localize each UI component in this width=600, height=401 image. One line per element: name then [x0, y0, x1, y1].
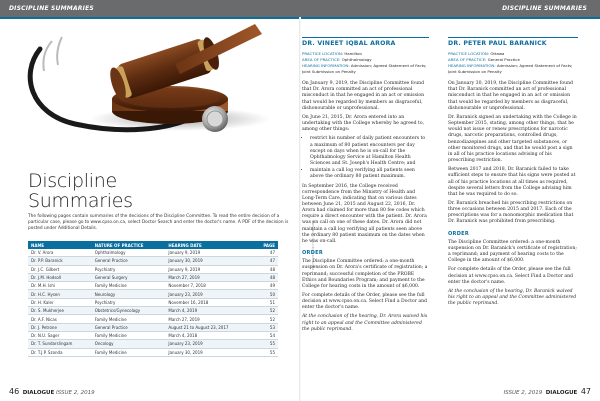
column-header: NATURE OF PRACTICE	[92, 241, 166, 249]
arora-paragraph-2: On June 21, 2015, Dr. Arora entered into an undertaking with the College whereby he agreed to, among other things:	[302, 114, 425, 133]
table-cell: General Practice	[92, 323, 166, 331]
arora-full-decision: For complete details of the Order, please see the full decision at www.cpso.on.ca. Select Find a Doctor and enter the doctor's name.	[302, 293, 427, 311]
table-cell: 54	[254, 331, 278, 339]
table-cell: March 27, 2019	[165, 273, 254, 281]
area-value: Ophthalmology	[341, 57, 372, 63]
table-row	[28, 290, 278, 298]
baranick-name: DR. PETER PAUL BARANICK	[448, 40, 547, 47]
title-line-1: Discipline	[28, 170, 117, 192]
table-cell: 55	[254, 348, 278, 356]
arora-conclusion: At the conclusion of the hearing, Dr. Arora waived his right to an appeal and the Committee administered the public reprimand.	[302, 314, 428, 332]
table-cell: March 4, 2018	[165, 331, 254, 339]
table-row	[28, 331, 278, 339]
table-cell: Obstetrics/Gynecology	[92, 307, 166, 315]
table-cell: Family Medicine	[92, 315, 166, 323]
table-cell: January 9, 2019	[165, 249, 254, 257]
table-cell: Dr. P.P. Baranick	[28, 257, 92, 265]
right-publication-name: DIALOGUE	[545, 390, 578, 396]
table-cell: Dr. S. Mukherjee	[28, 307, 92, 315]
baranick-column	[448, 37, 578, 310]
table-cell: Dr. M.H. Ishi	[28, 282, 92, 290]
arora-paragraph-3: In September 2016, the College received correspondence from the Ministry of Health and Long-Term Care, indicating that on various dates between June 21, 2015 and August 22, 2016, Dr. Arora had claimed for more than 80 fee codes which require a direct encounter with the patient. Dr. Arora was on call on one of these dates. Dr. Arora did not maintain a call log verifying all patients seen above the ordinary 80 patient maximum on the dates when he was on-call.	[302, 183, 427, 244]
title-line-2: Summaries	[28, 190, 133, 212]
table-header-row	[28, 241, 278, 249]
table-cell: Dr. J.C. Gilbert	[28, 265, 92, 273]
table-cell: Family Medicine	[92, 348, 166, 356]
table-cell: 53	[254, 323, 278, 331]
left-header-label: DISCIPLINE SUMMARIES	[9, 5, 94, 12]
arora-meta	[302, 51, 429, 75]
right-issue: ISSUE 2, 2019	[503, 390, 543, 396]
left-issue: ISSUE 2, 2019	[56, 390, 95, 396]
table-row	[28, 282, 278, 290]
table-cell: 47	[254, 257, 278, 265]
right-header-bar	[300, 0, 600, 17]
table-cell: Dr. J. Petrone	[28, 323, 92, 331]
table-cell: Dr. A.F. Nicas	[28, 315, 92, 323]
location-label: PRACTICE LOCATION:	[302, 51, 344, 57]
baranick-paragraph-1: On January 30, 2019, the Discipline Committee found that Dr. Baranick committed an act of professional misconduct in that he engaged in an act or omission that would be regarded by members as disgraceful, dishonourable or unprofessional.	[448, 81, 573, 111]
table-cell: January 30, 2019	[165, 348, 254, 356]
column-header: PAGE	[254, 241, 278, 249]
page-title	[28, 171, 133, 211]
left-header-bar	[0, 0, 300, 17]
area-value: General Practice	[487, 57, 520, 63]
photo-credit: PHOTO: ISTOCK.COM / SOMEONE	[311, 220, 315, 270]
summary-table	[28, 241, 278, 357]
right-footer	[504, 387, 591, 396]
table-cell: Dr. J.M. Hodsoll	[28, 273, 92, 281]
column-header: HEARING DATE	[165, 241, 254, 249]
table-cell: March 27, 2019	[165, 315, 254, 323]
baranick-order: The Discipline Committee ordered: a one-month suspension on Dr. Baranick's certificate of registration; a reprimand; and payment of hearing costs to the College in the amount of $6,000.	[448, 239, 577, 264]
left-page	[0, 19, 300, 401]
arora-findings	[302, 63, 429, 75]
table-cell: Oncology	[92, 340, 166, 348]
table-cell: Ophthalmology	[92, 249, 166, 257]
baranick-paragraph-4: Dr. Baranick breached his prescribing restrictions on three occasions between 2015 and 2017. Each of the prescriptions was for a monomorphic medication that Dr. Baranick was prohibited from prescribing.	[448, 200, 574, 225]
table-row	[28, 298, 278, 306]
table-row	[28, 273, 278, 281]
column-header: NAME	[28, 241, 92, 249]
table-row	[28, 348, 278, 356]
table-row	[28, 315, 278, 323]
baranick-order-heading: ORDER	[448, 230, 470, 237]
left-publication-name: DIALOGUE	[22, 390, 55, 396]
table-cell: 48	[254, 265, 278, 273]
arora-name: DR. VINEET IQBAL ARORA	[302, 40, 396, 47]
arora-bullet-1: • restrict his number of daily patient encounters to a maximum of 80 patient encounters per day except on days when he is on-call for the Ophthalmology Service at Hamilton Health Sciences and St. Joseph's Health Centre; and	[310, 136, 429, 167]
table-cell: August 21 to August 23, 2017	[165, 323, 254, 331]
table-cell: March 4, 2019	[165, 307, 254, 315]
name-rule	[448, 37, 578, 38]
left-page-number: 46	[9, 387, 20, 396]
table-cell: 49	[254, 282, 278, 290]
baranick-meta	[448, 51, 578, 75]
arora-order-heading: ORDER	[302, 250, 324, 257]
right-header-label: DISCIPLINE SUMMARIES	[502, 5, 587, 12]
right-page-number: 47	[580, 387, 591, 396]
table-body	[28, 249, 278, 356]
arora-bullets	[302, 136, 429, 180]
left-footer	[9, 387, 95, 396]
arora-bullet-2: • maintain a call log verifying all patients seen above the ordinary 80 patient maximum.	[310, 168, 429, 180]
table-cell: January 30, 2019	[165, 257, 254, 265]
table-cell: 52	[254, 307, 278, 315]
table-cell: Neurology	[92, 290, 166, 298]
table-cell: January 23, 2019	[165, 340, 254, 348]
findings-label: HEARING INFORMATION:	[302, 63, 350, 69]
table-cell: Dr. H.C. Hysen	[28, 290, 92, 298]
intro-text: The following pages contain summaries of the decisions of the Discipline Committee. To read the entire decision of a particular case, please go to www.cpso.on.ca, select Doctor Search and enter the doctor's name. A PDF of the decision is posted under Additional Details.	[28, 214, 289, 231]
gavel-stethoscope-image	[0, 19, 300, 154]
baranick-conclusion: At the conclusion of the hearing, Dr. Baranick waived his right to an appeal and the Committee administered the public reprimand.	[448, 288, 577, 307]
table-cell: Psychiatry	[92, 298, 166, 306]
findings-label: HEARING INFORMATION:	[448, 63, 496, 69]
table-cell: Dr. T.J.P. Szonda	[28, 348, 92, 356]
table-row	[28, 307, 278, 315]
table-cell: Family Medicine	[92, 282, 166, 290]
table-cell: Psychiatry	[92, 265, 166, 273]
table-cell: Dr. N.U. Sager	[28, 331, 92, 339]
table-cell: January 23, 2019	[165, 290, 254, 298]
table-row	[28, 257, 278, 265]
location-value: Hamilton	[344, 51, 363, 57]
table-cell: January 9, 2019	[165, 265, 254, 273]
table-cell: 51	[254, 298, 278, 306]
table-cell: General Practice	[92, 257, 166, 265]
table-cell: 55	[254, 340, 278, 348]
baranick-findings	[448, 63, 578, 75]
name-rule	[302, 37, 429, 38]
location-label: PRACTICE LOCATION:	[448, 51, 490, 57]
findings-value: Admission; Agreed Statement of Facts; Joint Submission on Penalty	[302, 63, 427, 75]
location-value: Ottawa	[490, 51, 505, 57]
findings-value: Admission; Agreed Statement of Facts; Joint Submission on Penalty	[448, 63, 573, 75]
table-cell: 52	[254, 315, 278, 323]
table-cell: General Surgery	[92, 273, 166, 281]
area-label: AREA OF PRACTICE:	[302, 57, 341, 63]
table-row	[28, 340, 278, 348]
arora-order: The Discipline Committee ordered: a one-month suspension on Dr. Arora's certificate of registration; a reprimand; successful completion of the PROBE Ethics and Boundaries Program; and payment to the College for hearing costs in the amount of $6,000.	[302, 259, 428, 289]
right-page	[300, 19, 600, 401]
area-label: AREA OF PRACTICE:	[448, 57, 487, 63]
baranick-paragraph-2: Dr. Baranick signed an undertaking with the College in September 2015, stating, among other things, that he would not issue or renew prescriptions for narcotic drugs, narcotic preparations, controlled drugs, benzodiazepines and other targeted substances, or other monitored drugs, and that he would post a sign in all of his practice locations advising of his prescribing restriction.	[448, 114, 577, 164]
table-cell: 50	[254, 290, 278, 298]
table-row	[28, 265, 278, 273]
table-cell: Dr. T. Sundarslingam	[28, 340, 92, 348]
table-cell: November 16, 2018	[165, 298, 254, 306]
table-cell: November 7, 2018	[165, 282, 254, 290]
table-cell: Dr. V. Arora	[28, 249, 92, 257]
arora-paragraph-1: On January 9, 2019, the Discipline Committee found that Dr. Arora committed an act of professional misconduct in that he engaged in an act or omission that would be regarded by members as disgraceful, dishonourable or unprofessional.	[302, 81, 425, 111]
table-row	[28, 323, 278, 331]
table-cell: 48	[254, 273, 278, 281]
table-cell: 47	[254, 249, 278, 257]
arora-column	[302, 37, 429, 336]
baranick-full-decision: For complete details of the Order, please see the full decision at www.cpso.on.ca. Select Find a Doctor and enter the doctor's name.	[448, 267, 573, 285]
baranick-paragraph-3: Between 2017 and 2018, Dr. Baranick failed to take sufficient steps to ensure that his signs were posted at all of his practice locations at all times as required, despite several letters from the College advising him that he was required to do so.	[448, 167, 576, 197]
table-cell: Family Medicine	[92, 331, 166, 339]
table-cell: Dr. H. Kaler	[28, 298, 92, 306]
table-row	[28, 249, 278, 257]
